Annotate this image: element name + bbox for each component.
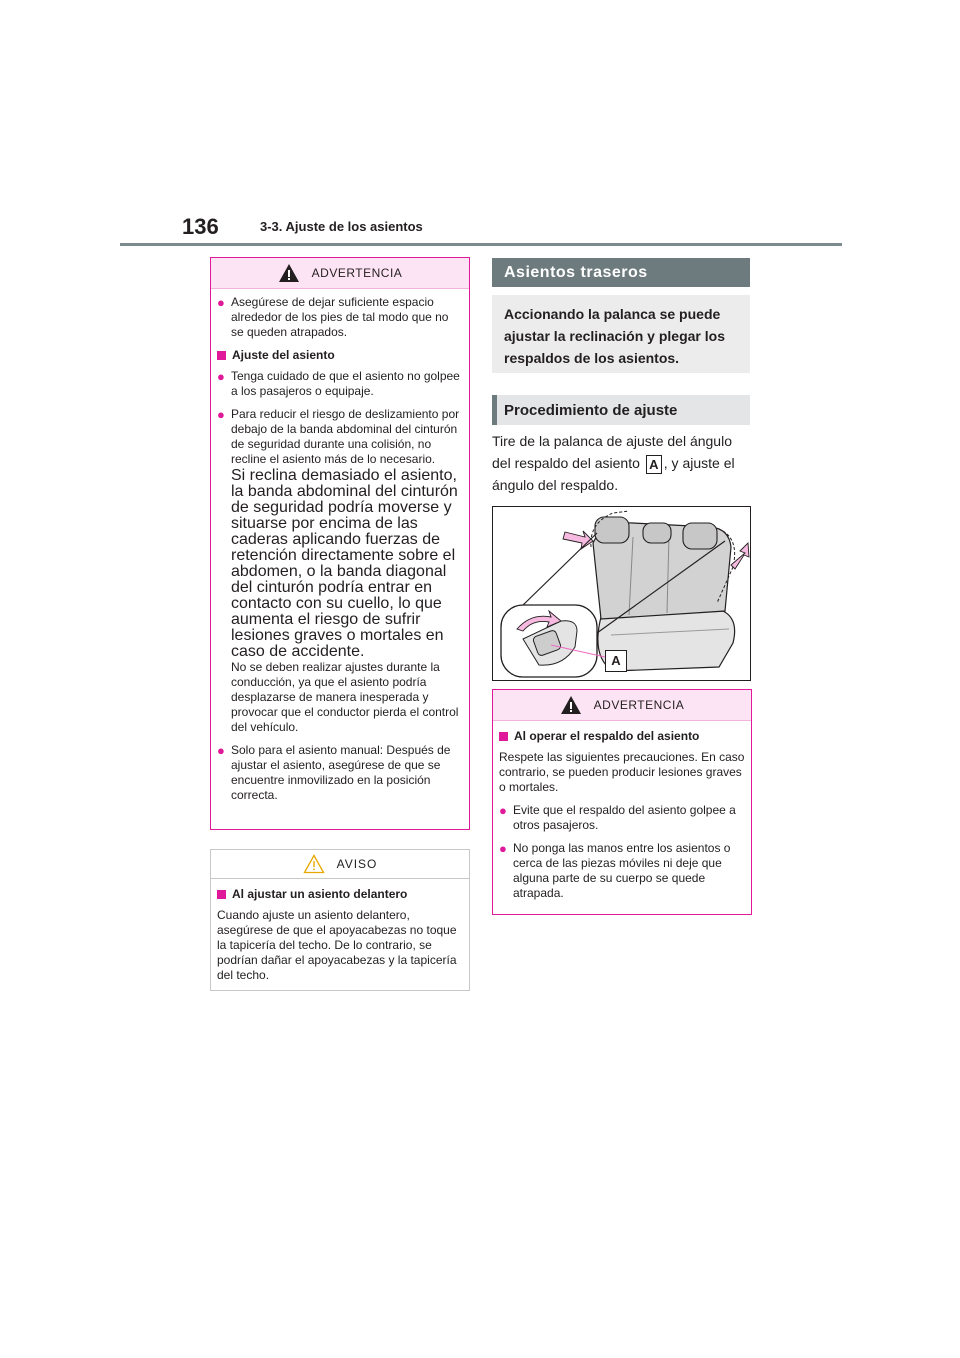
header-rule: [120, 243, 842, 246]
square-bullet-icon: [217, 890, 226, 899]
list-item-text: Para reducir el riesgo de deslizamiento por debajo de la banda abdominal del cinturón de seguridad durante una colisión, no recline el asiento más de lo necesario.: [231, 407, 460, 466]
bullet-icon: ●: [217, 407, 225, 422]
list-item: [499, 803, 745, 833]
notice-body: [211, 879, 469, 999]
list-item: [499, 841, 745, 901]
label-a-box: A: [646, 455, 662, 474]
square-bullet-icon: [217, 351, 226, 360]
warning-triangle-icon: [278, 263, 300, 283]
rear-seat-illustration: [492, 506, 751, 681]
notice-header: [211, 850, 469, 879]
procedure-text: [492, 430, 750, 496]
bullet-icon: ●: [217, 295, 225, 310]
warning-box-seat-adjust: [210, 257, 470, 830]
list-item-content: [231, 407, 463, 735]
subheading-text: Al ajustar un asiento delantero: [232, 887, 408, 901]
warning-body: [493, 721, 751, 917]
procedure-text-start: Tire de la palanca de ajuste del ángulo del respaldo del asiento: [492, 433, 732, 471]
section-banner: Asientos traseros: [492, 258, 750, 287]
figure-callout-a: A: [605, 650, 627, 672]
list-item-text-tail: No se deben realizar ajustes durante la conducción, ya que el asiento podría desplazarse de manera inesperada y provocar que el conductor pierda el control del vehículo.: [231, 660, 459, 734]
bullet-icon: ●: [217, 743, 225, 758]
notice-text: Cuando ajuste un asiento delantero, asegúrese de que el apoyacabezas no toque la tapicería del techo. De lo contrario, se podrían dañar el apoyacabezas y la tapicería del techo.: [217, 908, 457, 982]
subheading-text: Ajuste del asiento: [232, 348, 335, 362]
warning-triangle-icon: [560, 695, 582, 715]
warning-intro-text: Respete las siguientes precauciones. En caso contrario, se pueden producir lesiones graves o mortales.: [499, 750, 745, 794]
subheading: [217, 348, 463, 363]
list-item: [217, 743, 463, 803]
warning-box-seatback: [492, 689, 752, 915]
section-header: 3-3. Ajuste de los asientos: [260, 219, 423, 234]
warning-title: ADVERTENCIA: [311, 266, 403, 280]
procedure-text-end: , y ajuste el ángulo del respaldo.: [492, 455, 735, 493]
bullet-icon: ●: [499, 803, 507, 818]
warning-body: [211, 289, 469, 819]
square-bullet-icon: [499, 732, 508, 741]
list-item-text: Solo para el asiento manual: Después de ajustar el asiento, asegúrese de que se encuentre inmovilizado en la posición correcta.: [231, 743, 451, 802]
bullet-icon: ●: [217, 369, 225, 384]
list-item: [217, 295, 463, 340]
notice-title: AVISO: [336, 857, 378, 871]
warning-header: [493, 690, 751, 721]
list-item-large-text: Si reclina demasiado el asiento, la banda abdominal del cinturón de seguridad podría moverse y situarse por encima de las caderas aplicando fuerzas de retención directamente sobre el abdomen, o la banda diagonal del cinturón podría entrar en contacto con su cuello, lo que aumenta el riesgo de sufrir lesiones graves o mortales en caso de accidente.: [231, 467, 458, 660]
list-item-text: Evite que el respaldo del asiento golpee a otros pasajeros.: [513, 803, 736, 832]
list-item-text: No ponga las manos entre los asientos o cerca de las piezas móviles ni deje que alguna parte de su cuerpo se quede atrapada.: [513, 841, 731, 900]
subheading: [499, 729, 745, 744]
bullet-icon: ●: [499, 841, 507, 856]
list-item-text: Tenga cuidado de que el asiento no golpee a los pasajeros o equipaje.: [231, 369, 460, 398]
list-item: [217, 407, 463, 735]
subheading: [217, 887, 463, 902]
procedure-banner: Procedimiento de ajuste: [492, 395, 750, 425]
warning-header: [211, 258, 469, 289]
page-number: 136: [182, 214, 219, 239]
subheading-text: Al operar el respaldo del asiento: [514, 729, 700, 743]
caution-triangle-icon: [303, 854, 325, 874]
section-intro: Accionando la palanca se puede ajustar la reclinación y plegar los respaldos de los asientos.: [492, 295, 750, 373]
list-item: [217, 369, 463, 399]
warning-title: ADVERTENCIA: [593, 698, 685, 712]
list-item-text: Asegúrese de dejar suficiente espacio alrededor de los pies de tal modo que no se queden atrapados.: [231, 295, 449, 339]
notice-box: [210, 849, 470, 991]
